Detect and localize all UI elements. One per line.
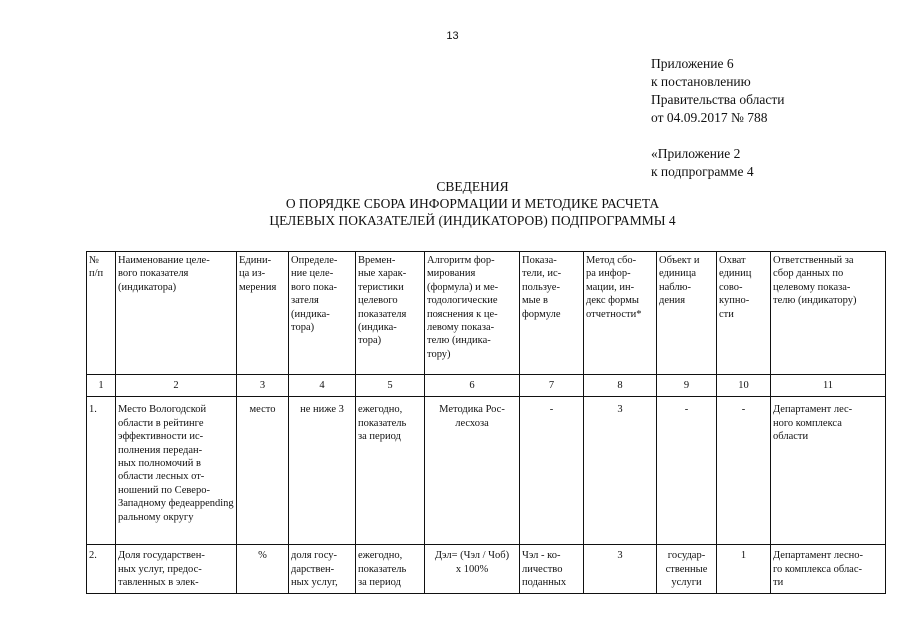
appendix-line: от 04.09.2017 № 788	[651, 110, 768, 125]
document-title	[0, 178, 905, 229]
time-cell: ежегодно, показатель за период	[356, 545, 425, 593]
appendix-line: к подпрограмме 4	[651, 164, 754, 179]
unit-cell: %	[237, 545, 289, 593]
column-number: 7	[520, 375, 584, 397]
object-cell: -	[657, 397, 717, 545]
table-row	[87, 545, 886, 593]
header-cell-coverage: Охват единиц сово- купно- сти	[717, 252, 771, 375]
algorithm-cell: Дэл= (Чэл / Чоб) х 100%	[425, 545, 520, 593]
algorithm-cell: Методика Рос- лесхоза	[425, 397, 520, 545]
header-cell-time: Времен- ные харак- теристики целевого показателя (индика- тора)	[356, 252, 425, 375]
column-number: 3	[237, 375, 289, 397]
column-number: 10	[717, 375, 771, 397]
appendix-line: Приложение 6	[651, 56, 734, 71]
unit-cell: место	[237, 397, 289, 545]
row-number: 2.	[87, 545, 116, 593]
column-number: 6	[425, 375, 520, 397]
header-cell-indicators: Показа- тели, ис- пользуе- мые в формуле	[520, 252, 584, 375]
column-number: 11	[771, 375, 886, 397]
time-cell: ежегодно, показатель за период	[356, 397, 425, 545]
title-line: ЦЕЛЕВЫХ ПОКАЗАТЕЛЕЙ (ИНДИКАТОРОВ) ПОДПРОГРАММЫ 4	[269, 213, 676, 228]
page-number: 13	[446, 30, 459, 42]
header-cell-definition: Определе- ние целе- вого пока- зателя (индика- тора)	[289, 252, 356, 375]
responsible-cell: Департамент лес- ного комплекса области	[771, 397, 886, 545]
column-number: 1	[87, 375, 116, 397]
appendix-note	[651, 55, 784, 181]
coverage-cell: -	[717, 397, 771, 545]
appendix-line: к постановлению	[651, 74, 751, 89]
appendix-line: Правительства области	[651, 92, 785, 107]
appendix-line: «Приложение 2	[651, 146, 741, 161]
responsible-cell: Департамент лесно- го комплекса облас- ти	[771, 545, 886, 593]
title-line: О ПОРЯДКЕ СБОРА ИНФОРМАЦИИ И МЕТОДИКЕ РАСЧЕТА	[285, 196, 660, 211]
coverage-cell: 1	[717, 545, 771, 593]
header-cell-algorithm: Алгоритм фор- мирования (формула) и ме- тодологические пояснения к це- левому показа- телю (индика- тору)	[425, 252, 520, 375]
method-cell: 3	[584, 545, 657, 593]
title-line: СВЕДЕНИЯ	[436, 179, 509, 194]
header-cell-name: Наименование целе- вого показателя (индикатора)	[116, 252, 237, 375]
header-cell-number: № п/п	[87, 252, 116, 375]
row-number: 1.	[87, 397, 116, 545]
header-cell-object: Объект и единица наблю- дения	[657, 252, 717, 375]
header-cell-responsible: Ответственный за сбор данных по целевому показа- телю (индикатору)	[771, 252, 886, 375]
indicators-cell: -	[520, 397, 584, 545]
definition-cell: доля госу- дарствен- ных услуг,	[289, 545, 356, 593]
table-row	[87, 397, 886, 545]
column-number: 2	[116, 375, 237, 397]
header-cell-unit: Едини- ца из- мерения	[237, 252, 289, 375]
indicator-name: Место Вологодской области в рейтинге эффективности ис- полнения передан- ных полномочий в области лесных от- ношений по Северо- Западному федеappending ральному округу	[116, 397, 237, 545]
column-number: 4	[289, 375, 356, 397]
method-cell: 3	[584, 397, 657, 545]
object-cell: государ- ственные услуги	[657, 545, 717, 593]
indicators-table	[86, 251, 886, 594]
table-header-row	[87, 252, 886, 375]
header-cell-method: Метод сбо- ра инфор- мации, ин- декс формы отчетности*	[584, 252, 657, 375]
column-number: 5	[356, 375, 425, 397]
column-number: 8	[584, 375, 657, 397]
column-number: 9	[657, 375, 717, 397]
definition-cell: не ниже 3	[289, 397, 356, 545]
column-number-row	[87, 375, 886, 397]
indicator-name: Доля государствен- ных услуг, предос- тавленных в элек-	[116, 545, 237, 593]
indicators-cell: Чэл - ко- личество поданных	[520, 545, 584, 593]
